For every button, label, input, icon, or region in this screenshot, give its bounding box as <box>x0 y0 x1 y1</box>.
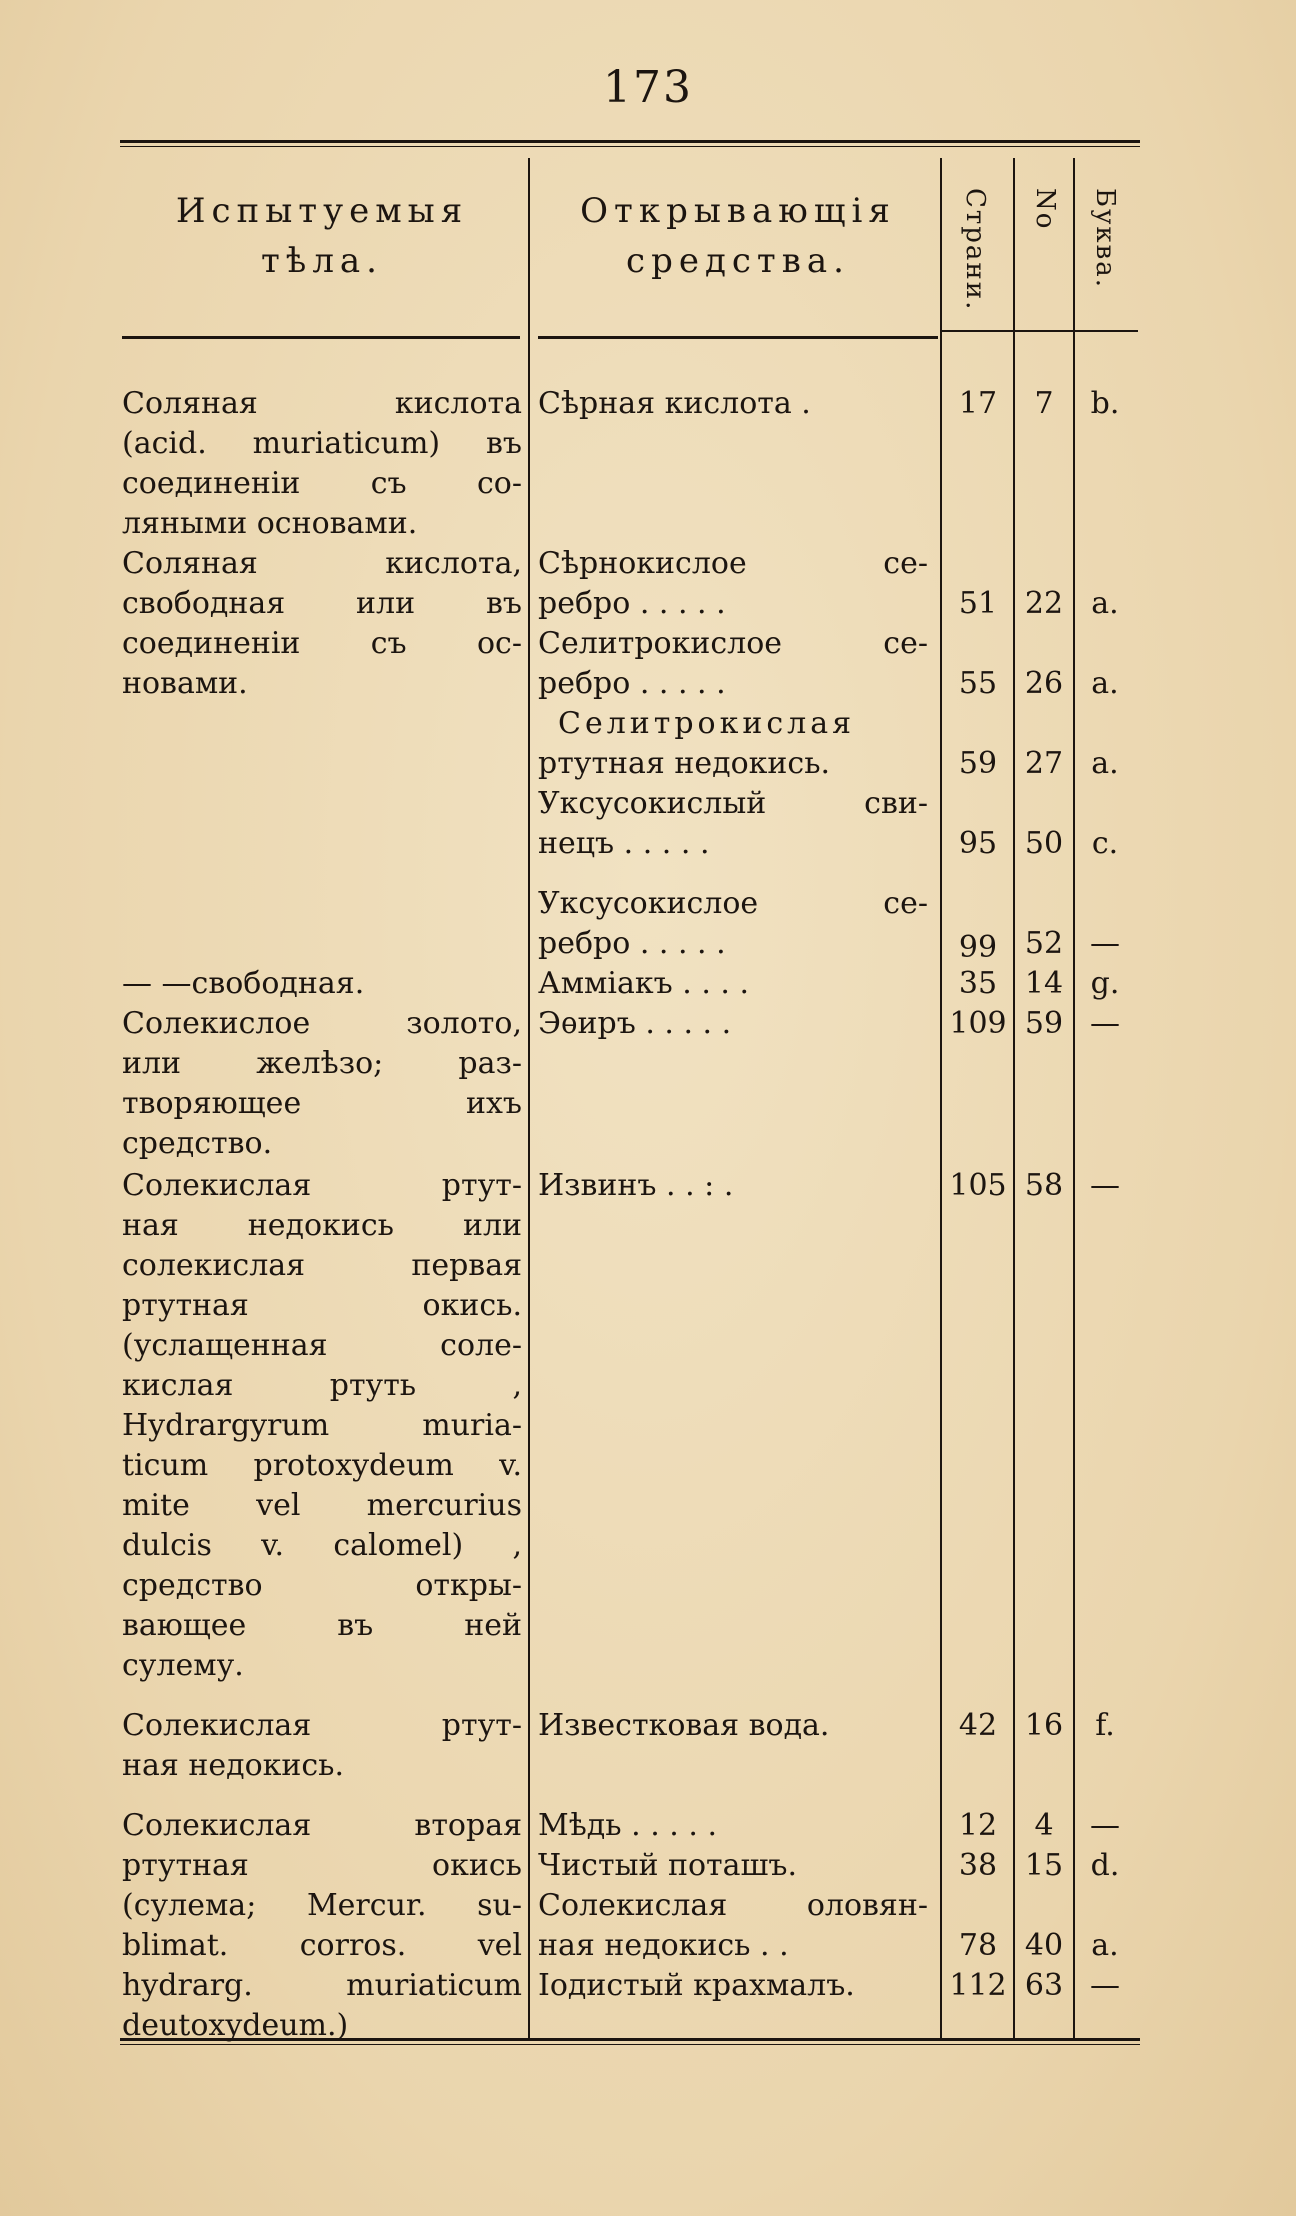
col1-line: (acid. muriaticum) въ <box>122 426 522 461</box>
col1-line: свободная или въ <box>122 586 522 621</box>
col2-line: ртутная недокись. <box>538 746 831 781</box>
col2-line: Сѣрнокислое се- <box>538 546 928 581</box>
number-ref: 27 <box>1024 746 1064 781</box>
letter-ref: — <box>1090 1968 1120 2003</box>
letter-ref: a. <box>1091 586 1119 621</box>
number-ref: 58 <box>1024 1168 1064 1203</box>
letter-ref: — <box>1090 926 1120 961</box>
number-ref: 40 <box>1024 1928 1064 1963</box>
header-reagents: Открывающія средства. <box>580 191 896 281</box>
header-rule-col2 <box>538 336 938 339</box>
page-ref: 17 <box>958 386 998 421</box>
col1-line: Соляная кислота <box>122 386 522 421</box>
col2-line: ребро . . . . . <box>538 666 726 701</box>
col1-line: hydrarg. muriaticum <box>122 1968 522 2003</box>
letter-ref: d. <box>1090 1848 1120 1883</box>
col1-line: ртутная окись. <box>122 1288 522 1323</box>
col1-line: ная недокись или <box>122 1208 522 1243</box>
col2-line: Сѣрная кислота . <box>538 386 811 421</box>
page-ref: 78 <box>958 1928 998 1963</box>
col1-line: или желѣзо; раз- <box>122 1046 522 1081</box>
divider-3 <box>1013 158 1015 2038</box>
col2-line: Селитрокислое се- <box>538 626 928 661</box>
top-rule-2 <box>120 146 1140 147</box>
header-rule-nums <box>940 330 1138 332</box>
col2-line: Уксусокислый сви- <box>538 786 928 821</box>
page-ref: 55 <box>958 666 998 701</box>
col1-line: средство. <box>122 1126 273 1161</box>
col1-line: Соляная кислота, <box>122 546 522 581</box>
col1-line: blimat. corros. vel <box>122 1928 522 1963</box>
col2-line: Эѳиръ . . . . . <box>538 1006 732 1041</box>
col2-line: Известковая вода. <box>538 1708 830 1743</box>
letter-ref: — <box>1090 1006 1120 1041</box>
col1-line: (сулема; Mercur. su- <box>122 1888 522 1923</box>
page-ref: 38 <box>958 1848 998 1883</box>
number-ref: 14 <box>1024 966 1064 1001</box>
col1-line: сулему. <box>122 1648 244 1683</box>
letter-ref: a. <box>1091 746 1119 781</box>
page-ref: 109 <box>949 1006 1007 1041</box>
header-letter: Буква. <box>1090 188 1120 290</box>
header-number: No <box>1030 188 1060 231</box>
col1-line: Солекислая вторая <box>122 1808 522 1843</box>
letter-ref: f. <box>1095 1708 1115 1743</box>
number-ref: 50 <box>1024 826 1064 861</box>
col1-line: Солекислое золото, <box>122 1006 522 1041</box>
col1-line: Hydrargyrum muria- <box>122 1408 522 1443</box>
col2-line: Іодистый крахмалъ. <box>538 1968 855 2003</box>
page-ref: 59 <box>958 746 998 781</box>
top-double-rule <box>120 140 1140 143</box>
header-test-bodies: Испытуемыя тѣла. <box>175 191 469 281</box>
col1-line: deutoxydeum.) <box>122 2008 349 2043</box>
page-ref: 95 <box>958 826 998 861</box>
col1-line: Солекислая ртут- <box>122 1168 522 1203</box>
page-ref: 42 <box>958 1708 998 1743</box>
letter-ref: c. <box>1091 826 1119 861</box>
header-page: Страни. <box>960 188 990 312</box>
letter-ref: — <box>1090 1808 1120 1843</box>
col1-line: солекислая первая <box>122 1248 522 1283</box>
col1-line: (услащенная соле- <box>122 1328 522 1363</box>
col2-line: Амміакъ . . . . <box>538 966 749 1001</box>
divider-1 <box>528 158 530 2038</box>
number-ref: 22 <box>1024 586 1064 621</box>
col2-line: Уксусокислое се- <box>538 886 928 921</box>
col2-line: нецъ . . . . . <box>538 826 710 861</box>
page-ref: 99 <box>958 930 998 965</box>
col1-line: mite vel mercurius <box>122 1488 522 1523</box>
divider-4 <box>1073 158 1075 2038</box>
number-ref: 26 <box>1024 666 1064 701</box>
col2-line: Извинъ . . : . <box>538 1168 734 1203</box>
page-ref: 51 <box>958 586 998 621</box>
col1-line: dulcis v. calomel) , <box>122 1528 522 1563</box>
col2-line: Чистый поташъ. <box>538 1848 798 1883</box>
number-ref: 16 <box>1024 1708 1064 1743</box>
number-ref: 59 <box>1024 1006 1064 1041</box>
col1-line: соединеніи съ со- <box>122 466 522 501</box>
col1-line: ная недокись. <box>122 1748 345 1783</box>
letter-ref: — <box>1090 1168 1120 1203</box>
col1-line: Солекислая ртут- <box>122 1708 522 1743</box>
col2-line: ребро . . . . . <box>538 926 726 961</box>
col2-line: ная недокись . . <box>538 1928 789 1963</box>
col2-line: Солекислая оловян- <box>538 1888 928 1923</box>
letter-ref: a. <box>1091 666 1119 701</box>
page-ref: 12 <box>958 1808 998 1843</box>
divider-2 <box>940 158 942 2038</box>
col1-line: вающее въ ней <box>122 1608 522 1643</box>
reagent-table <box>120 140 1140 2065</box>
col1-line: кислая ртуть , <box>122 1368 522 1403</box>
col1-line: соединеніи съ ос- <box>122 626 522 661</box>
page-ref: 105 <box>949 1168 1007 1203</box>
letter-ref: b. <box>1090 386 1120 421</box>
number-ref: 52 <box>1024 926 1064 961</box>
col1-line: творяющее ихъ <box>122 1086 522 1121</box>
page-ref: 112 <box>949 1968 1007 2003</box>
col2-line: Селитрокислая <box>558 706 856 741</box>
number-ref: 15 <box>1024 1848 1064 1883</box>
col2-line: ребро . . . . . <box>538 586 726 621</box>
col1-line: ticum protoxydeum v. <box>122 1448 522 1483</box>
letter-ref: a. <box>1091 1928 1119 1963</box>
col1-line: — —свободная. <box>122 966 365 1001</box>
letter-ref: g. <box>1090 966 1120 1001</box>
col1-line: средство откры- <box>122 1568 522 1603</box>
page-number: 173 <box>603 62 693 113</box>
header-rule-col1 <box>122 336 520 339</box>
col1-line: новами. <box>122 666 248 701</box>
number-ref: 7 <box>1034 386 1054 421</box>
col1-line: ляными основами. <box>122 506 418 541</box>
number-ref: 63 <box>1024 1968 1064 2003</box>
col2-line: Мѣдь . . . . . <box>538 1808 717 1843</box>
col1-line: ртутная окись <box>122 1848 522 1883</box>
page-ref: 35 <box>958 966 998 1001</box>
number-ref: 4 <box>1034 1808 1054 1843</box>
